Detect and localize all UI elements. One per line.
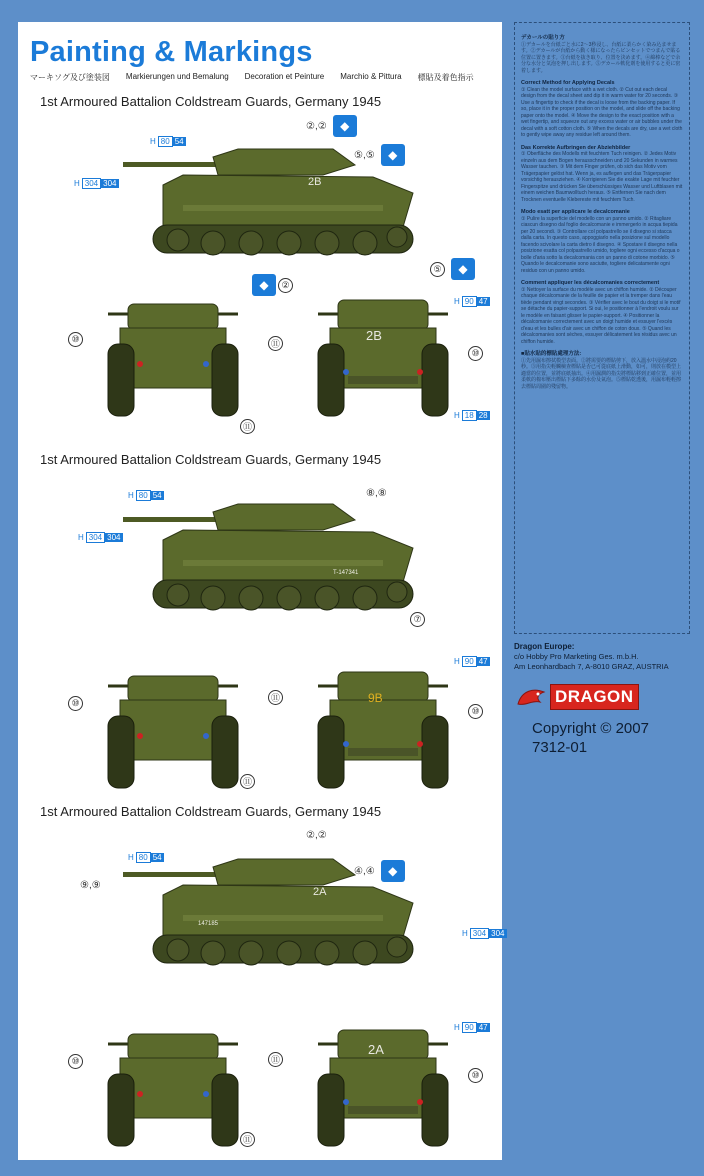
notes-body-4: ① Nettoyer la surface du modèle avec un chiffon humide. ② Découper chaque décalcomanie de la feuille de papier et la tremper dans l'eau tiède pendant vingt secondes. ③ Vérifier avec le bout du doigt si le motif se détache du papier-support. Si oui, le positionner à l'endroit voulu sur le modèle en faisant glisser le papier-support. ④ Positionner la décalcomanie correctement avec un doigt humide et essuyer l'excès d'eau et les bulles d'air avec un chiffon de coton doux. ⑤ Quand les décalcomanies sont sèches, essuyer délicatement les résidus avec un chiffon humide. [521, 286, 681, 345]
version-3-hcode-turret: H 80 54 [128, 853, 162, 862]
notes-head-2: Das Korrekte Aufbringen der Abziehbilder [521, 144, 631, 151]
version-1-rear-view [308, 284, 458, 424]
notes-head-1: Correct Method for Applying Decals [521, 80, 615, 86]
subtitle-italian: Marchio & Pittura [340, 72, 402, 81]
logo-wordmark: DRAGON [550, 684, 639, 710]
version-2-hcode-rear: H 90 47 [454, 657, 488, 666]
notes-body-5: ①先用濕布擦拭模型表面。②將需要的標貼剪下，放入溫水中浸泡約20秒。③用指尖輕觸檢查標貼是否已可從底紙上滑動，如可，則放在模型上適當的位置，並將底紙抽出。④用濕潤的指尖將標貼移到正確位置，並用柔軟的棉布壓出標貼下多餘的水份及氣泡。⑤標貼乾透後，用濕布輕輕擦去標貼周圍的殘留物。 [521, 357, 682, 390]
decal-direction-icon: ◆ [252, 274, 276, 296]
version-1-rear-callout-2: ◆ ② [248, 274, 293, 296]
company-line-2: Am Leonhardbach 7, A-8010 GRAZ, AUSTRIA [514, 662, 669, 671]
notes-body-2: ① Oberfläche des Modells mit feuchtem Tuch reinigen. ② Jedes Motiv einzeln aus dem Bogen herausschneiden und 20 Sekunden in warmes Wasser tauchen. ③ Mit dem Finger prüfen, ob sich das Motiv vom Trägerpapier gelöst hat. Wenn ja, es auflegen und das Trägerpapier vorsichtig herausziehen. ④ Korrigieren Sie die exakte Lage mit feuchter Fingerspitze und drücken Sie überschüssiges Wasser und Luftblasen mit einem weichen Baumwolltuch heraus. ⑤ Entfernen Sie nach dem Trocknen eventuelle Klebereste mit feuchtem Tuch. [521, 151, 683, 203]
page-title: Painting & Markings [30, 36, 313, 68]
subtitle-french: Decoration et Peinture [244, 72, 325, 81]
version-3-rear-code: 2A [368, 1042, 384, 1057]
version-1-hcode-turret: H 80 54 [150, 137, 184, 146]
version-3-rear-callout-11: ⑪ [268, 1052, 283, 1067]
version-3-hcode-hull: H 304 304 [462, 929, 505, 938]
version-2-rear-callout-7: ⑦ [410, 612, 425, 627]
copyright-text: Copyright © 2007 [532, 720, 649, 737]
version-1-rear-code: 2B [366, 328, 382, 343]
company-address [514, 642, 690, 672]
version-1-turret-code: 2B [308, 176, 322, 188]
version-2-callout-8: ⑧,⑧ [366, 488, 387, 499]
version-3-front-callout-10: ⑩ [68, 1054, 83, 1069]
version-1-hcode-rear-bottom: H 18 28 [454, 411, 488, 420]
version-3-front-view [98, 1014, 248, 1154]
version-3-hull-serial: 147185 [198, 921, 219, 927]
version-1-rear-callout-11: ⑪ [268, 336, 283, 351]
dragon-emblem-icon [514, 684, 550, 710]
version-2-rear-code: 9B [368, 691, 383, 705]
version-1-front-view [98, 284, 248, 424]
version-3-front-callout-11: ⑪ [240, 1132, 255, 1147]
version-3-turret-code: 2A [313, 886, 327, 898]
company-region: Dragon Europe: [514, 642, 575, 651]
notes-head-4: Comment appliquer les décalcomanies correctement [521, 280, 660, 286]
notes-body-0: ①デカールを台紙ごと水に2〜3秒浸し、台紙に柔らかく染み込ませます。②デカールが台紙から動く様になったらピンセットでつまんで貼る位置に置きます。③台紙を抜き取り、位置を決めます。④綿棒などで余分な水分と気泡を押し出します。⑤デカール軟化剤を使用すると更に密着します。 [521, 41, 681, 74]
subtitle-japanese: マーキソグ及び塗装図 [30, 73, 110, 82]
decal-direction-icon: ◆ [451, 258, 475, 280]
notes-body-3: ① Pulire la superficie del modello con un panno umido. ② Ritagliare ciascun disegno dal foglio decalcomanie e immergerlo in acqua tiepida per 20 secondi. ③ Controllare col polpastrello se il disegno si stacca dalla carta. In questo caso, appoggiarlo nella posizione sul modello facendo scivolare la carta dietro il disegno. ④ Spostare il disegno nella posizione esatta col polpastrello umido, togliere ogni eccesso d'acqua o bolle d'aria sotto la decalcomania con un panno di cotone morbido. ⑤ Quando le decalcomanie sono asciutte, togliere delicatamente ogni residuo con un panno umido. [521, 215, 680, 274]
version-3-callout-2: ②,② [306, 830, 327, 841]
version-2-rear-callout-11: ⑪ [268, 690, 283, 705]
version-2-rear-view [308, 656, 458, 796]
version-2-hcode-turret: H 80 54 [128, 491, 162, 500]
product-code: 7312-01 [532, 739, 588, 756]
version-1-front-callout-11: ⑪ [240, 419, 255, 434]
version-3-callout-4: ④,④ ◆ [354, 860, 405, 882]
version-2-front-callout-11: ⑪ [240, 774, 255, 789]
version-2-front-view [98, 656, 248, 796]
notes-body-1: ① Clean the model surface with a wet cloth. ② Cut out each decal design from the decal sheet and dip it in warm water for 20 seconds. ③ Use a fingertip to check if the decal is loose from the backing paper. If so, place it in the proper position on the model, and slide off the backing paper onto the model. ④ Move the design to the exact position with a wet fingertip, and squeeze out any excess water or air bubbles under the decal with a soft cotton cloth. ⑤ When the decals are dry, use a wet cloth to gently wipe away any residue left around them. [521, 86, 683, 138]
version-2-rear-callout-10: ⑩ [468, 704, 483, 719]
right-column [514, 22, 690, 756]
version-2-hcode-hull: H 304 304 [78, 533, 121, 542]
version-1-rear-callout-5: ⑤ ◆ [430, 258, 475, 280]
notes-head-0: デカールの貼り方 [521, 35, 565, 41]
version-3-title: 1st Armoured Battalion Coldstream Guards, Germany 1945 [40, 804, 382, 819]
version-2-hull-serial: T-147341 [333, 570, 359, 576]
version-3-rear-view [308, 1014, 458, 1154]
decal-instructions [514, 22, 690, 634]
version-2-front-callout-10: ⑩ [68, 696, 83, 711]
version-2-title: 1st Armoured Battalion Coldstream Guards, Germany 1945 [40, 452, 382, 467]
version-3-callout-9: ⑨,⑨ [80, 880, 101, 891]
decal-direction-icon: ◆ [381, 144, 405, 166]
version-2-side-view [123, 492, 423, 632]
company-line-1: c/o Hobby Pro Marketing Ges. m.b.H. [514, 652, 639, 661]
version-1-callout-b: ⑤,⑤ ◆ [354, 144, 405, 166]
subtitle-german: Markierungen und Bemalung [125, 72, 229, 81]
version-1-hcode-hull: H 304 304 [74, 179, 117, 188]
version-1-front-callout-10: ⑩ [68, 332, 83, 347]
decal-direction-icon: ◆ [381, 860, 405, 882]
dragon-logo [514, 684, 690, 710]
version-1-title: 1st Armoured Battalion Coldstream Guards, Germany 1945 [40, 94, 382, 109]
version-1-rear-callout-10: ⑩ [468, 346, 483, 361]
subtitle-row [30, 72, 474, 83]
notes-head-5: ■貼水貼的標貼處理方法: [521, 351, 582, 357]
version-1-callout-a: ②,② ◆ [306, 115, 357, 137]
subtitle-chinese: 標貼及着色指示 [417, 73, 474, 82]
instruction-sheet [18, 22, 505, 1160]
decal-direction-icon: ◆ [333, 115, 357, 137]
version-3-rear-callout-10: ⑩ [468, 1068, 483, 1083]
notes-head-3: Modo esatt per applicare le decalcomanie [521, 209, 630, 215]
version-1-hcode-rear-top: H 90 47 [454, 297, 488, 306]
version-3-hcode-rear: H 90 47 [454, 1023, 488, 1032]
